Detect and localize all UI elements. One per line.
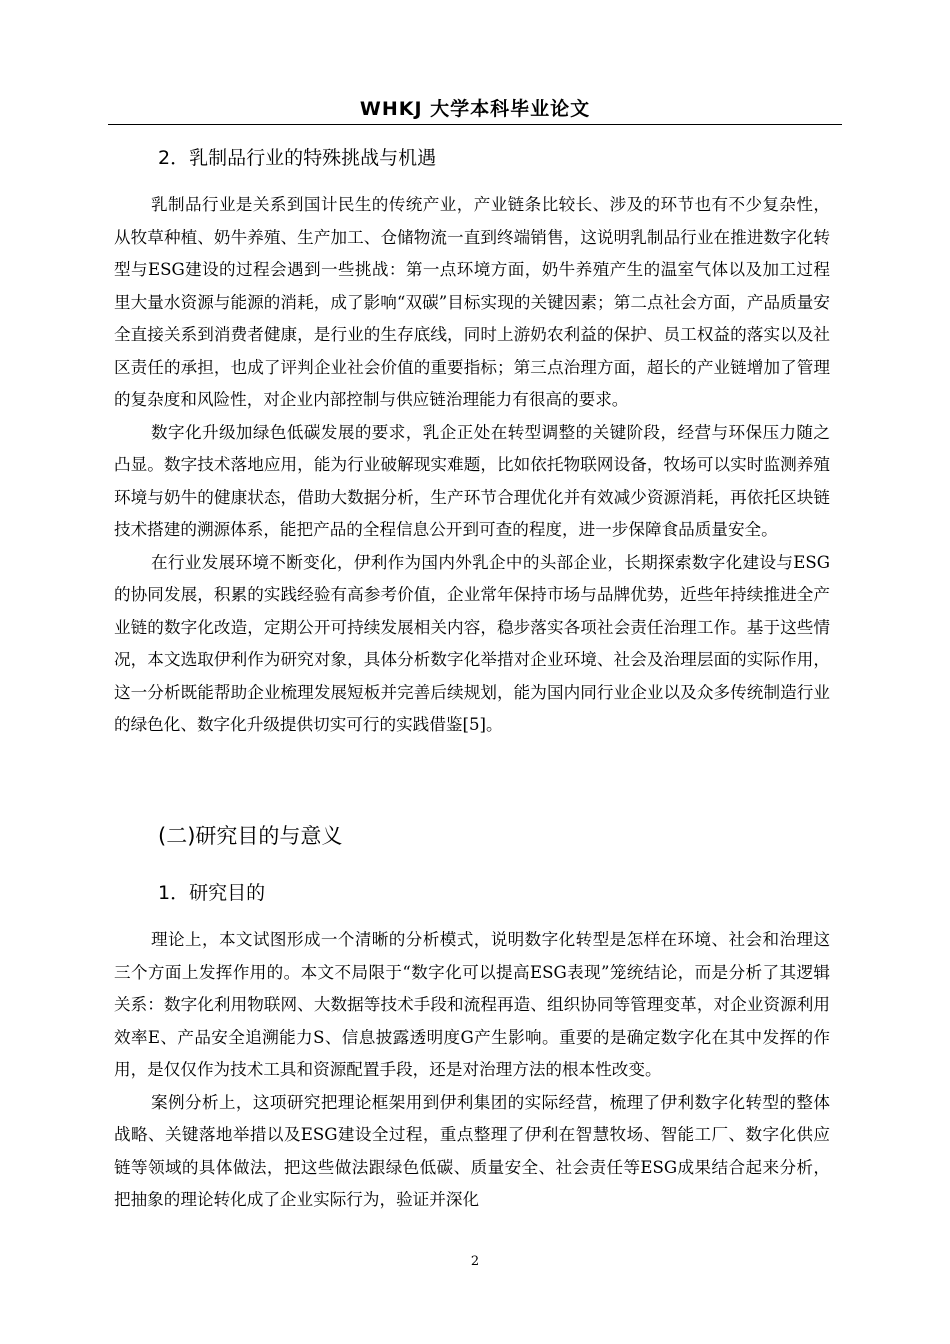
paragraph: 案例分析上，这项研究把理论框架用到伊利集团的实际经营，梳理了伊利数字化转型的整体战略、关键落地举措以及ESG建设全过程，重点整理了伊利在智慧牧场、智能工厂、数字化供应链等领域的具体做法，把这些做法跟绿色低碳、质量安全、社会责任等ESG成果结合起来分析，把抽象的理论转化成了企业实际行为，验证并深化 <box>114 1092 830 1209</box>
paragraph: 乳制品行业是关系到国计民生的传统产业，产业链条比较长、涉及的环节也有不少复杂性，从牧草种植、奶牛养殖、生产加工、仓储物流一直到终端销售，这说明乳制品行业在推进数字化转型与ESG建设的过程会遇到一些挑战：第一点环境方面，奶牛养殖产生的温室气体以及加工过程里大量水资源与能源的消耗，成了影响“双碳”目标实现的关键因素；第二点社会方面，产品质量安全直接关系到消费者健康，是行业的生存底线，同时上游奶农利益的保护、员工权益的落实以及社区责任的承担，也成了评判企业社会价值的重要指标；第三点治理方面，超长的产业链增加了管理的复杂度和风险性，对企业内部控制与供应链治理能力有很高的要求。 <box>114 195 830 409</box>
body-paragraphs-section-2 <box>114 924 830 1217</box>
paragraph: 理论上，本文试图形成一个清晰的分析模式，说明数字化转型是怎样在环境、社会和治理这三个方面上发挥作用的。本文不局限于“数字化可以提高ESG表现”笼统结论，而是分析了其逻辑关系：数字化利用物联网、大数据等技术手段和流程再造、组织协同等管理变革，对企业资源利用效率E、产品安全追溯能力S、信息披露透明度G产生影响。重要的是确定数字化在其中发挥的作用，是仅仅作为技术工具和资源配置手段，还是对治理方法的根本性改变。 <box>114 930 830 1079</box>
subsection-heading-research-purpose: 1．研究目的 <box>158 882 266 904</box>
paragraph: 数字化升级加绿色低碳发展的要求，乳企正处在转型调整的关键阶段，经营与环保压力随之凸显。数字技术落地应用，能为行业破解现实难题，比如依托物联网设备，牧场可以实时监测养殖环境与奶牛的健康状态，借助大数据分析，生产环节合理优化并有效减少资源消耗，再依托区块链技术搭建的溯源体系，能把产品的全程信息公开到可查的程度，进一步保障食品质量安全。 <box>114 422 830 539</box>
page-number: 2 <box>470 1254 480 1269</box>
paragraph: 在行业发展环境不断变化，伊利作为国内外乳企中的头部企业，长期探索数字化建设与ESG的协同发展，积累的实践经验有高参考价值，企业常年保持市场与品牌优势，近些年持续推进全产业链的数字化改造，定期公开可持续发展相关内容，稳步落实各项社会责任治理工作。基于这些情况，本文选取伊利作为研究对象，具体分析数字化举措对企业环境、社会及治理层面的实际作用，这一分析既能帮助企业梳理发展短板并完善后续规划，能为国内同行业企业以及众多传统制造行业的绿色化、数字化升级提供切实可行的实践借鉴[5]。 <box>114 552 830 734</box>
header-rule <box>108 124 842 125</box>
section-heading-research-purpose-significance: (二)研究目的与意义 <box>158 824 343 848</box>
running-header: WHKJ 大学本科毕业论文 <box>359 98 591 120</box>
section-heading-industry-challenges: 2．乳制品行业的特殊挑战与机遇 <box>158 147 437 169</box>
body-paragraphs-section-1 <box>114 189 830 742</box>
